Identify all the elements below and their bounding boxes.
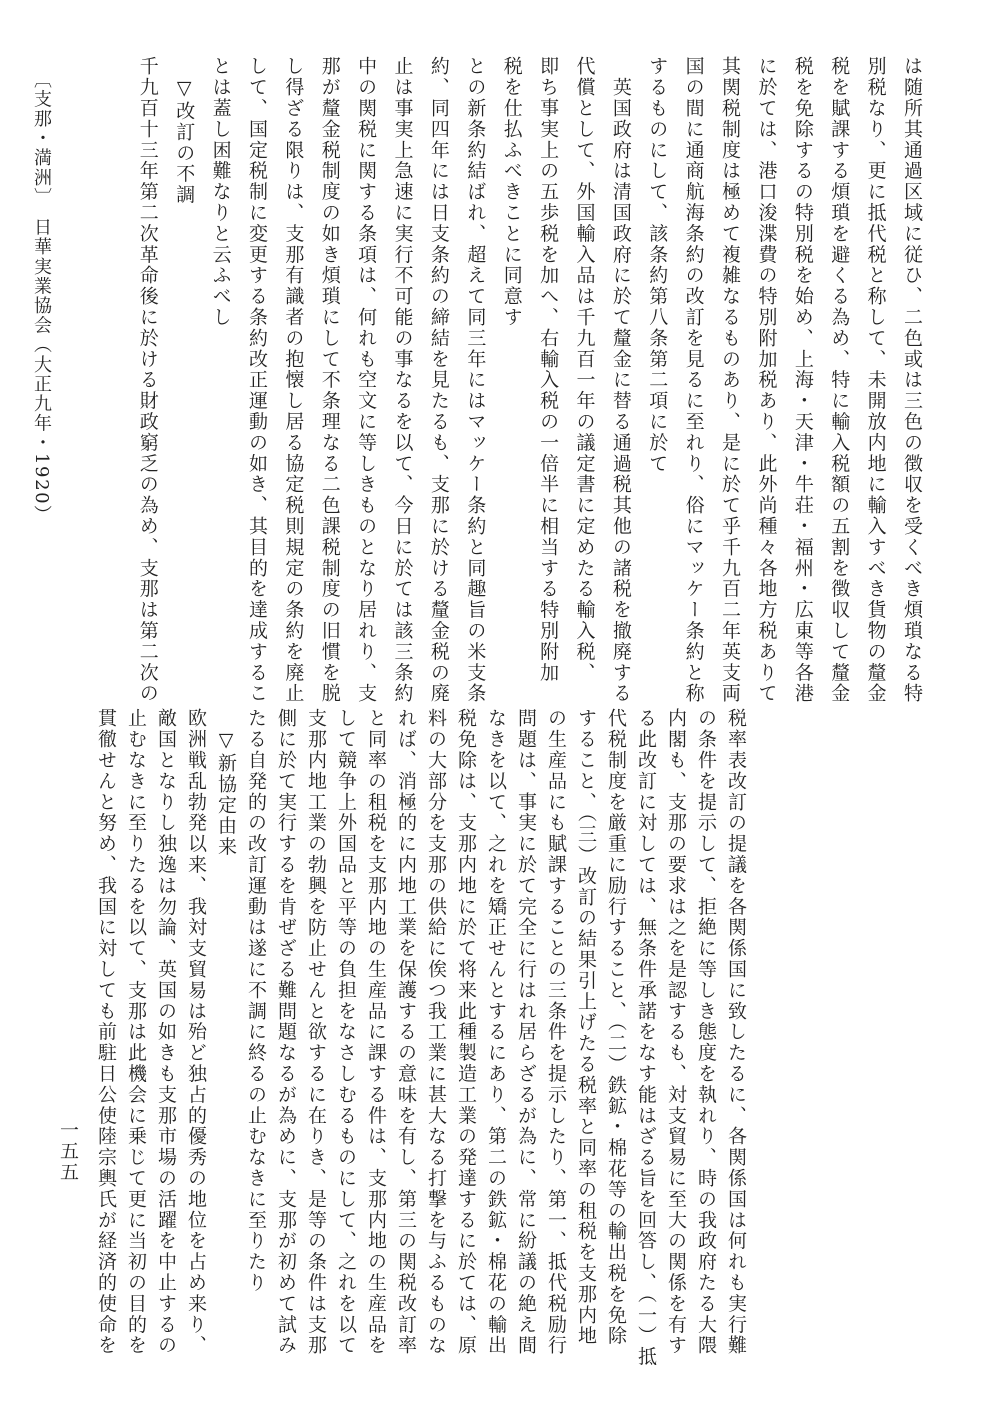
text-column: ▽改訂の不調 xyxy=(173,56,196,206)
text-column: 税免除は、支那内地に於て将来此種製造工業の発達するに於ては、原 xyxy=(455,708,477,1356)
text-column: 税を免除するの特別税を始め、上海・天津・牛荘・福州・広東等各港 xyxy=(791,56,814,704)
text-column: 代税制度を厳重に励行すること、（二）鉄鉱・棉花等の輸出税を免除 xyxy=(605,708,627,1347)
text-column: 問題は、事実に於て完全に行はれ居らざるが為に、常に紛議の絶え間 xyxy=(515,708,537,1356)
text-column: 千九百十三年第二次革命後に於ける財政窮乏の為め、支那は第二次の xyxy=(136,56,159,704)
text-column: の生産品にも賦課することの三条件を提示したり、第一、抵代税励行 xyxy=(545,708,567,1356)
text-column: 英国政府は清国政府に於て釐金に替る通過税其他の諸税を撤廃する xyxy=(609,56,632,704)
text-column: 税率表改訂の提議を各関係国に致したるに、各関係国は何れも実行難 xyxy=(725,708,747,1356)
text-column: ▽新協定由来 xyxy=(215,708,237,858)
text-column: 約、同四年には日支条約の締結を見たるも、支那に於ける釐金税の廃 xyxy=(427,56,450,704)
text-column: して、国定税制に変更する条約改正運動の如き、其目的を達成するこ xyxy=(245,56,268,704)
text-column: 其関税制度は極めて複雑なるものあり、是に於て乎千九百二年英支両 xyxy=(719,56,742,704)
text-column: 止は事実上急速に実行不可能の事なるを以て、今日に於ては該三条約 xyxy=(391,56,414,704)
text-column: 代償として、外国輸入品は千九百一年の議定書に定めたる輸入税、 xyxy=(573,56,596,683)
text-column: 即ち事実上の五歩税を加へ、右輸入税の一倍半に相当する特別附加 xyxy=(537,56,560,683)
lower-text-block xyxy=(85,708,747,1368)
text-column: に於ては、港口浚渫費の特別附加税あり、此外尚種々各地方税ありて xyxy=(755,56,778,704)
text-column: 止むなきに至りたるを以て、支那は此機会に乗じて更に当初の目的を xyxy=(125,708,147,1356)
running-header: 〔支那・満洲〕 日華実業協会（大正九年・1920） xyxy=(31,70,52,525)
text-column: なきを以て、之れを矯正せんとするにあり、第二の鉄鉱・棉花の輸出 xyxy=(485,708,507,1356)
text-column: 那が釐金税制度の如き煩瑣にして不条理なる二色課税制度の旧慣を脱 xyxy=(318,56,341,704)
text-column: 内閣も、支那の要求は之を是認するも、対支貿易に至大の関係を有す xyxy=(665,708,687,1356)
text-column: 税を仕払ふべきことに同意す xyxy=(500,56,523,328)
text-column: との新条約結ばれ、超えて同三年にはマッケー条約と同趣旨の米支条 xyxy=(464,56,487,704)
text-column: 支那内地工業の勃興を防止せんと欲するに在りき、是等の条件は支那 xyxy=(305,708,327,1356)
text-column: 貫徹せんと努め、我国に対しても前駐日公使陸宗輿氏が経済的使命を xyxy=(95,708,117,1356)
text-column: たる自発的の改訂運動は遂に不調に終るの止むなきに至りたり xyxy=(245,708,267,1294)
text-column: 中の関税に関する条項は、何れも空文に等しきものとなり居れり、支 xyxy=(355,56,378,704)
text-column: 敵国となりし独逸は勿論、英国の如きも支那市場の活躍を中止するの xyxy=(155,708,177,1356)
text-column: 料の大部分を支那の供給に俟つ我工業に甚大なる打撃を与ふるものな xyxy=(425,708,447,1356)
text-column: すること、（三）改訂の結果引上げたる税率と同率の租税を支那内地 xyxy=(575,708,597,1347)
page-number: 一五五 xyxy=(57,1120,79,1183)
text-column: 国の間に通商航海条約の改訂を見るに至れり、俗にマッケー条約と称 xyxy=(682,56,705,704)
upper-text-block xyxy=(83,56,923,704)
text-column: は随所其通過区域に従ひ、二色或は三色の徴収を受くべき煩瑣なる特 xyxy=(901,56,923,704)
text-column: とは蓋し困難なりと云ふべし xyxy=(209,56,232,328)
text-column: 税を賦課する煩瑣を避くる為め、特に輸入税額の五割を徴収して釐金 xyxy=(828,56,851,704)
text-column: れば、消極的に内地工業を保護するの意味を有し、第三の関税改訂率 xyxy=(395,708,417,1356)
text-column: 欧洲戦乱勃発以来、我対支貿易は殆ど独占的優秀の地位を占め来り、 xyxy=(185,708,207,1356)
text-column: と同率の租税を支那内地の生産品に課する件は、支那内地の生産品を xyxy=(365,708,387,1356)
text-column: の条件を提示して、拒絶に等しき態度を執れり、時の我政府たる大隈 xyxy=(695,708,717,1356)
text-column: 別税なり、更に抵代税と称して、未開放内地に輸入すべき貨物の釐金 xyxy=(864,56,887,704)
text-column: し得ざる限りは、支那有識者の抱懐し居る協定税則規定の条約を廃止 xyxy=(282,56,305,704)
text-column: る此改訂に対しては、無条件承諾をなす能はざる旨を回答し、（一）抵 xyxy=(635,708,657,1368)
text-column: するものにして、該条約第八条第二項に於て xyxy=(646,56,669,474)
text-column: して競争上外国品と平等の負担をなさしむるものにして、之れを以て xyxy=(335,708,357,1356)
text-column: 側に於て実行するを肯ぜざる難問題なるが為めに、支那が初めて試み xyxy=(275,708,297,1356)
